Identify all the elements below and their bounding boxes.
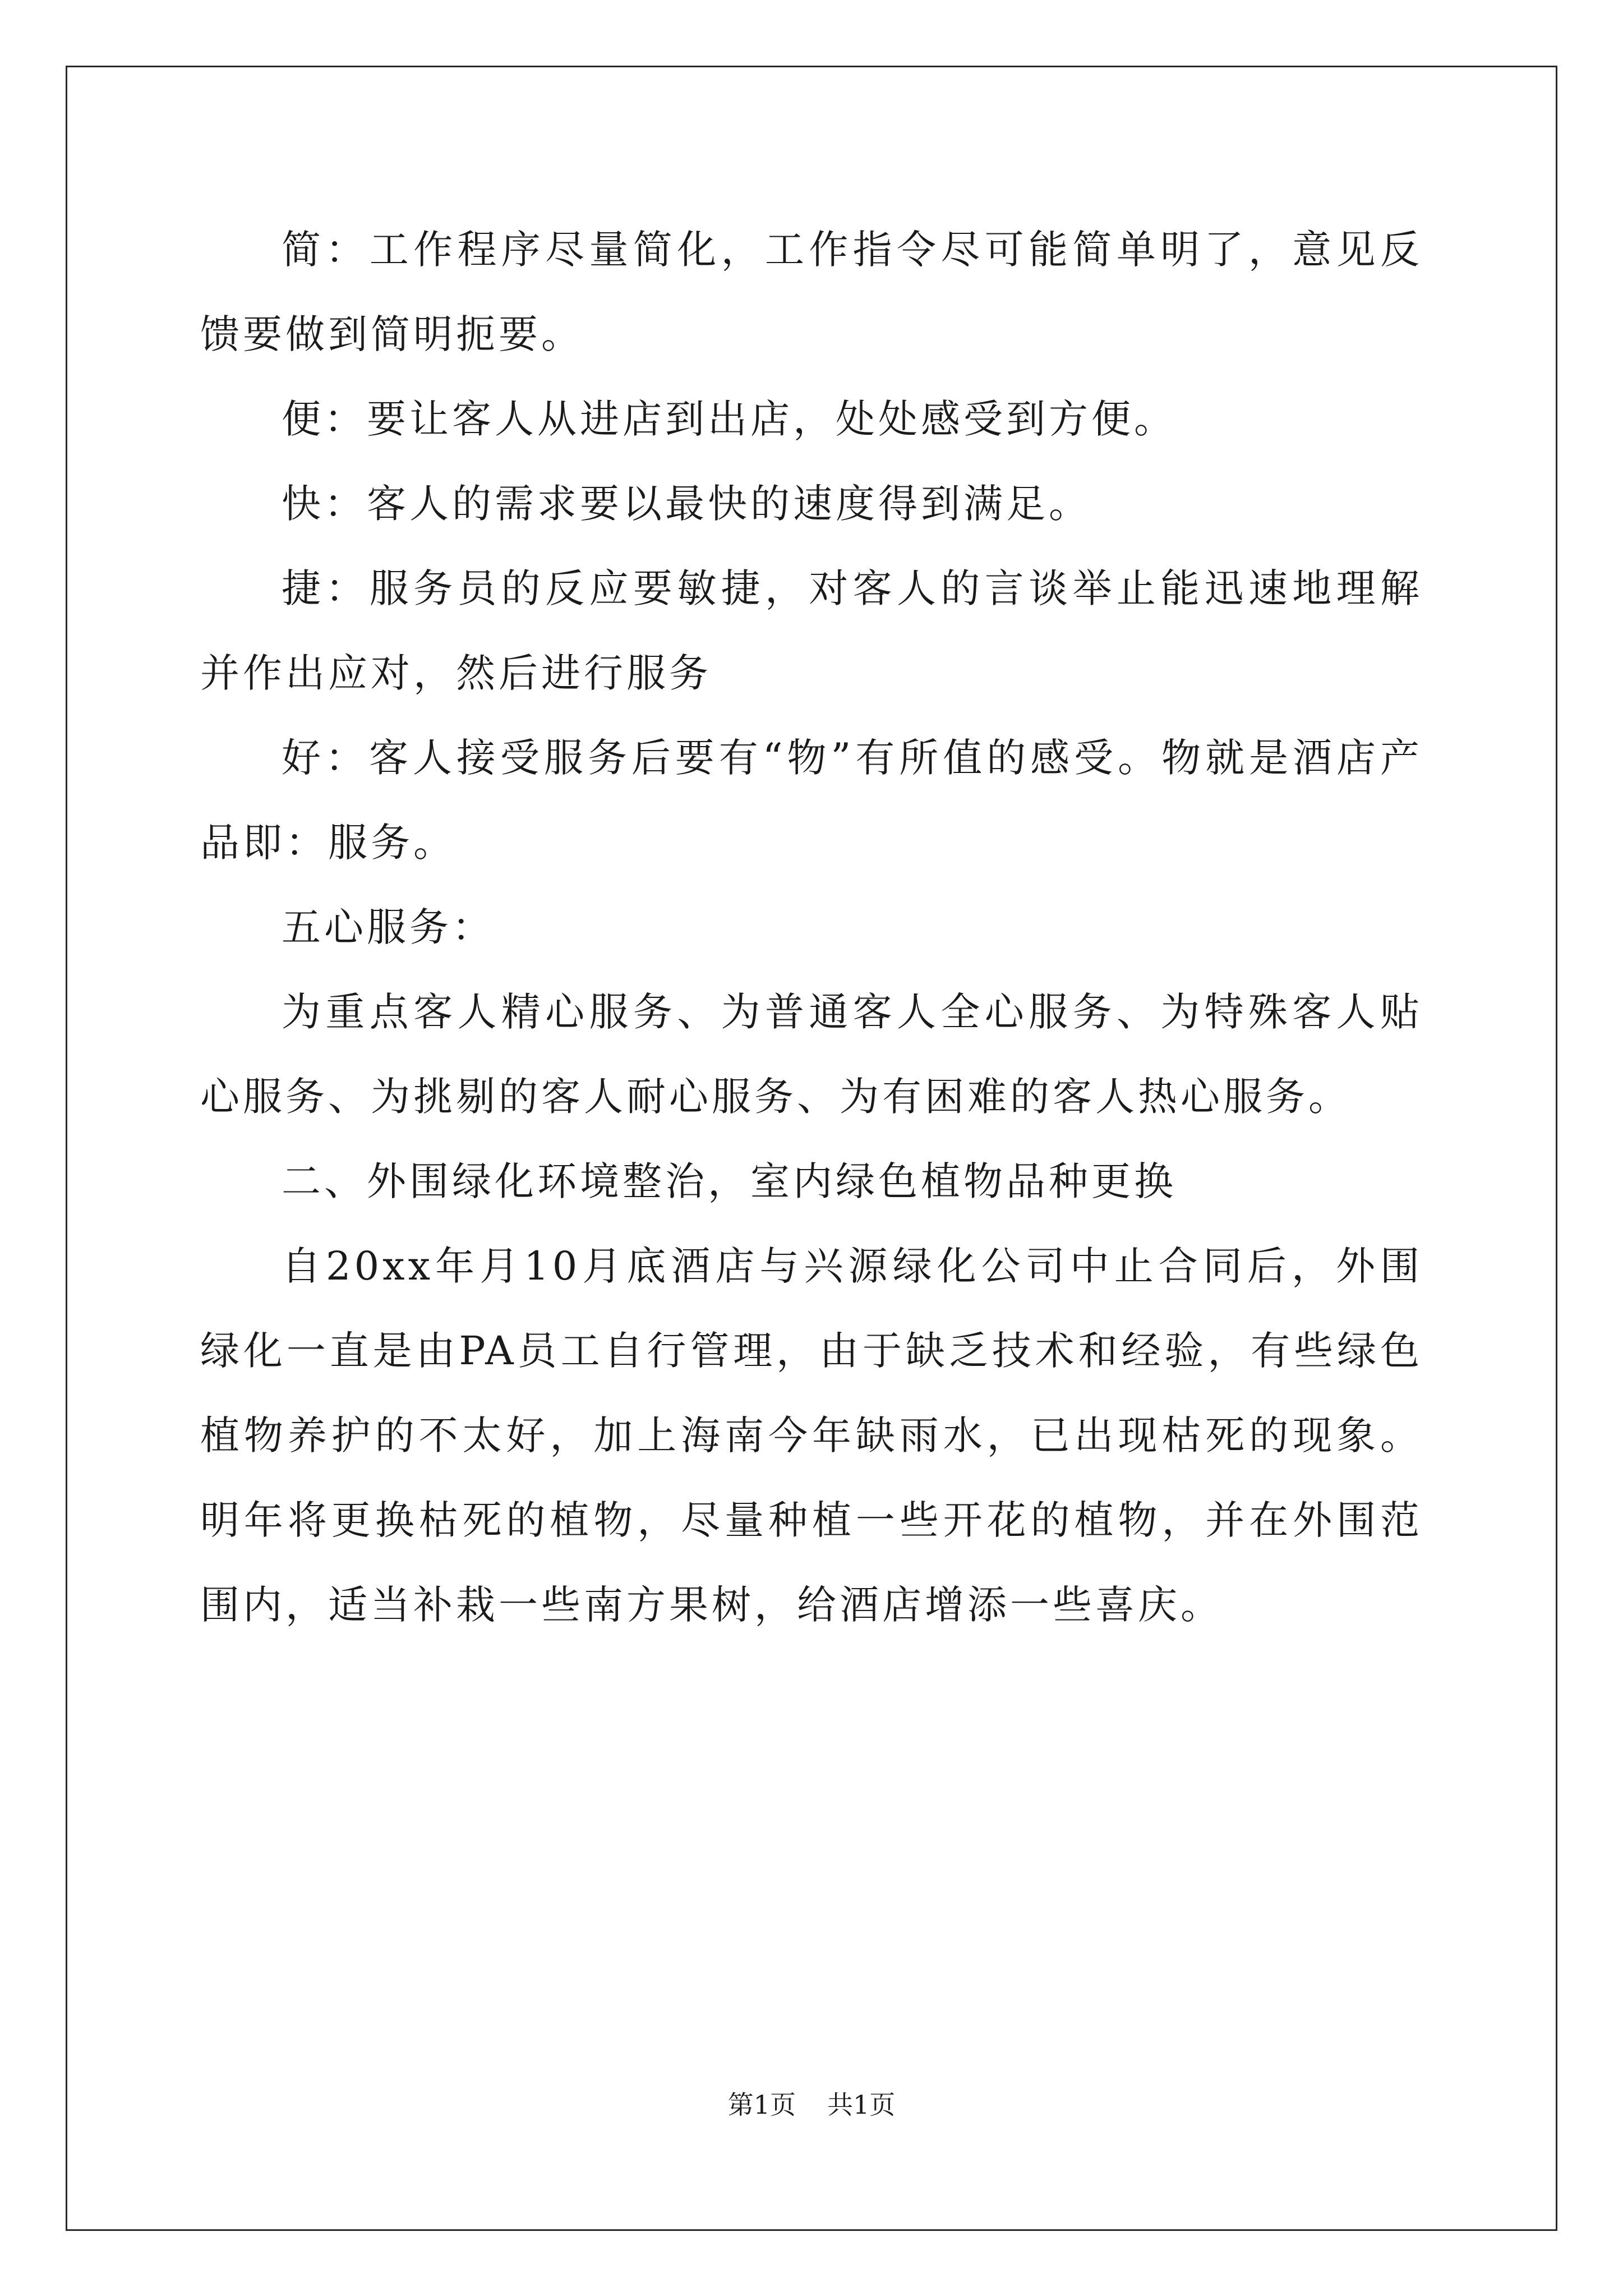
section-heading-greening: 二、外围绿化环境整治，室内绿色植物品种更换 — [282, 1158, 1177, 1204]
paragraph-greening-body: 自20xx年月10月底酒店与兴源绿化公司中止合同后，外围绿化一直是由PA员工自行管理，由于缺乏技术和经验，有些绿色植物养护的不太好，加上海南今年缺雨水，已出现枯死的现象。明年将更换枯死的植物，尽量种植一些开花的植物，并在外围范围内，适当补栽一些南方果树，给酒店增添一些喜庆。 — [200, 1243, 1423, 1628]
paragraph-five-hearts-body: 为重点客人精心服务、为普通客人全心服务、为特殊客人贴心服务、为挑剔的客人耐心服务、为有困难的客人热心服务。 — [200, 989, 1423, 1120]
page-number-current: 第1页 — [727, 2090, 796, 2120]
paragraph-jian: 简：工作程序尽量简化，工作指令尽可能简单明了，意见反馈要做到简明扼要。 — [200, 227, 1423, 357]
document-body — [200, 208, 1423, 1648]
paragraph-jie: 捷：服务员的反应要敏捷，对客人的言谈举止能迅速地理解并作出应对，然后进行服务 — [200, 565, 1423, 696]
paragraph-kuai: 快：客人的需求要以最快的速度得到满足。 — [282, 481, 1091, 527]
paragraph-bian: 便：要让客人从进店到出店，处处感受到方便。 — [282, 396, 1177, 442]
paragraph-five-hearts-heading: 五心服务： — [282, 904, 495, 950]
page-footer — [0, 2088, 1623, 2122]
page-number-total: 共1页 — [827, 2090, 896, 2120]
paragraph-hao: 好：客人接受服务后要有“物”有所值的感受。物就是酒店产品即：服务。 — [200, 735, 1423, 866]
